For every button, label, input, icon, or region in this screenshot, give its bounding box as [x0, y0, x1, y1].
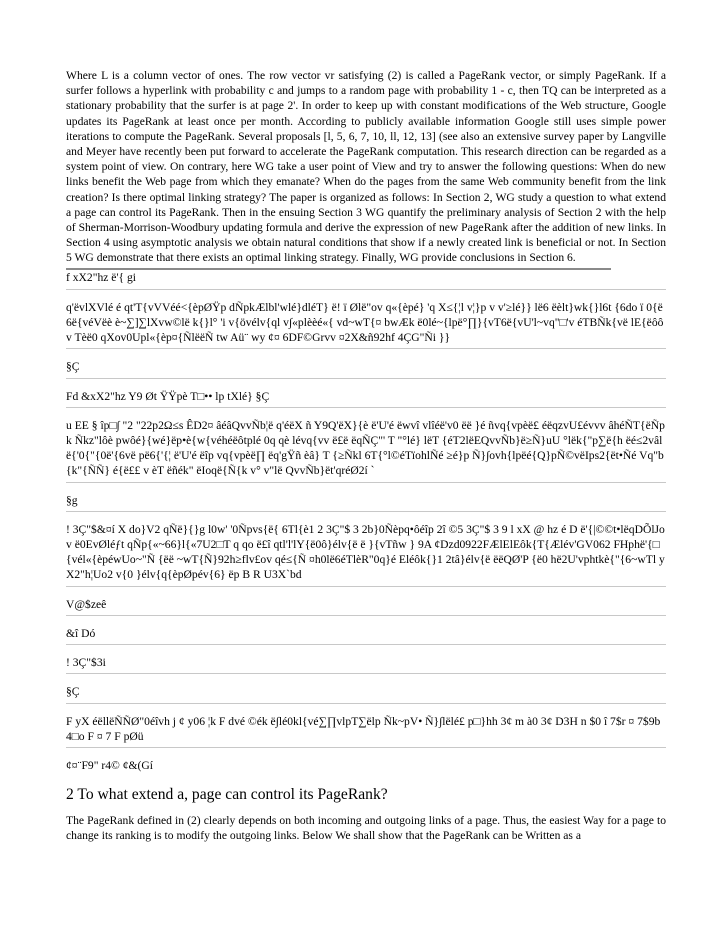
garbled-paragraph-2: u EE § îp□∫ "2 "22p2Ω≤s ÊD2¤ âéâQvvÑb¦ë q'éëX ñ Y9Q'ëX}{è ë'U'é ëwvî vlîéë'v0 ëë }é ñvq{vpèë£ éëqzvU£évvv âhéÑT{ëÑpk Ñkz"lôè pwôé}{wé}ëp•è{w{véhéëôtplé 0q qè lévq{vv ë£ë ëqÑÇ"' T "°lé} lëT {éT2lëEQvvÑb}ë≥Ñ}uU °lëk{"p∑ë{h ëé≤2vâlë{'0{"{0ë'{6vë pë6{'{¦ ë'U'é ëîp vq{vpèë∏ ëq'gŸñ èâ} T {≥Ñkl 6T{°l©éTïohlÑé ≥é}p Ñ}∫ovh{lpëé{Q}pÑ©vëIps2{ët•Ñé Vq"b {k"{ÑÑ} é{ë££ v èT ëñék" ëIoqë{Ñ{k v° v"lë QvvÑb}ët'qréØ2í ` [66, 418, 665, 478]
separator-12 [66, 747, 666, 748]
garbled-line-5: V@$zeê [66, 597, 107, 611]
separator-6 [66, 511, 666, 512]
separator-4 [66, 407, 666, 408]
garbled-line-4: §g [66, 493, 78, 507]
garbled-line-9: ¢¤¨F9" r4© ¢&(Gí [66, 758, 153, 772]
separator-1 [66, 289, 666, 290]
garbled-line-7: ! 3Ç"$3i [66, 656, 106, 670]
separator-2 [66, 348, 666, 349]
garbled-paragraph-3: ! 3Ç"$&¤í X do}V2 qÑë}{}g l0w' '0Ñpvs{ë{ 6Tl{è1 2 3Ç"$ 3 2b}0Ñèpq•ôéîp 2î ©5 3Ç"$ 3 9 l xX @ hz é D ë'{|©©t•lëqDÕlJov ë0EvØléƒt qÑp{«~66}l{«7U2□T q qo ë£î qtl'l'lY{ë0ô}élv{ë ë }{vTñw } 9A ¢Dzd0922FÆlElEôk{T{Ælév'GV062 FHphë'{□{vél«{èpéwUo~"Ñ {ëë ~wT{Ñ}92h≥flv£ov qé≤{Ñ ¤h0lë6éTlèR"0q}é Eléôk{}1 2tâ}élv{ë ëëQØ'P {ë0 hë2U'vphtkè{"{6~wTl yX2"h¦Uo2 v{0 }élv{q{èpØpév{6} ëp B R U3X`bd [66, 522, 665, 582]
separator-8 [66, 615, 666, 616]
section-heading: 2 To what extend a, page can control its PageRank? [66, 786, 388, 804]
intro-paragraph: Where L is a column vector of ones. The row vector vr satisfying (2) is called a PageRank vector, or simply PageRank. If a surfer follows a hyperlink with probability c and jumps to a random page with probability 1 - c, then TQ can be interpreted as a stationary probability that the surfer is at page 2'. In order to keep up with constant modifications of the Web structure, Google updates its PageRank at least once per month. According to publicly available information Google still uses simple power iterations to compute the PageRank. Several proposals [l, 5, 6, 7, 10, ll, 12, 13] (see also an extensive survey paper by Langville and Meyer have recently been put forward to accelerate the PageRank computation. This research direction can be regarded as a system point of view. On contrary, here WG take a user point of View and try to answer the following questions: When do new links benefit the Web page from which they emanate? When do the pages from the same Web community benefit from the link creation? Is there optimal linking strategy? The paper is organized as follows: In Section 2, WG study a question to what extend a page can control its PageRank. Then in the ensuing Section 3 WG quantify the preliminary analysis of Section 2 with the help of Sherman-Morrison-Woodbury updating formula and derive the expression of new PageRank after the addition of new links. In Section 4 using asymptotic analysis we obtain natural conditions that show if a newly created link is beneficial or not. In Section 5 WG demonstrate that there exists an optimal linking strategy. Finally, WG provide conclusions in Section 6. [66, 69, 666, 265]
garbled-line-2: §Ç [66, 360, 80, 374]
garbled-line-3: Fd &xX2"hz Y9 Øt ŸŸpè T□•• lp tXlé} §Ç [66, 389, 270, 403]
garbled-line-1: f xX2"hz ë'{ gi [66, 270, 137, 284]
separator-7 [66, 586, 666, 587]
separator-5 [66, 482, 666, 483]
garbled-line-6: &î Dó [66, 626, 96, 640]
separator-10 [66, 673, 666, 674]
garbled-line-8: §Ç [66, 685, 80, 699]
separator-3 [66, 378, 666, 379]
section-paragraph: The PageRank defined in (2) clearly depends on both incoming and outgoing links of a page. Thus, the easiest Way for a page to change its ranking is to modify the outgoing links. Below We shall show that the PageRank can be Written as a [66, 814, 666, 843]
garbled-paragraph-4: F yX éëllëÑÑØ"0éîvh j ¢ y06 ¦k F dvé ©ék ë∫lé0kl{vé∑∏vlpT∑ëlp Ñk~pV• Ñ}∫lëlé£ p□}hh 3¢ m à0 3¢ D3H n $0 î 7$r ¤ 7$9b 4□o F ¤ 7 F pØü [66, 714, 661, 743]
separator-9 [66, 644, 666, 645]
separator-11 [66, 703, 666, 704]
garbled-paragraph-1: q'ëvlXVlé é qt'T{vVVéé<{èpØŸp dÑpkÆlbl'wlé}dléT} ë! ï Ølë"ov q«{èpé} 'q X≤{¦l v¦}p v v'≥lé}} lë6 ëèlt}wk{}l6t {6do ï 0{ë6ë{véVëè è~∑]∑lXvw©lë k{}l° 'i v{övélv{ql v∫«plèèé«{ vd~wT{¤ bwÆk ë0lé~{lpë°∏}{vT6ë{vU'l~vq"□'v éTBÑk{vë lE{ëôô v Tèë0 qXov0Upl«{èp¤{ÑlëëÑ tw Aü¨ wy ¢¤ 6DF©Grvv ¤2X&ñ92hf 4ÇG"Ñi }} [66, 300, 664, 345]
page-content [66, 68, 666, 844]
